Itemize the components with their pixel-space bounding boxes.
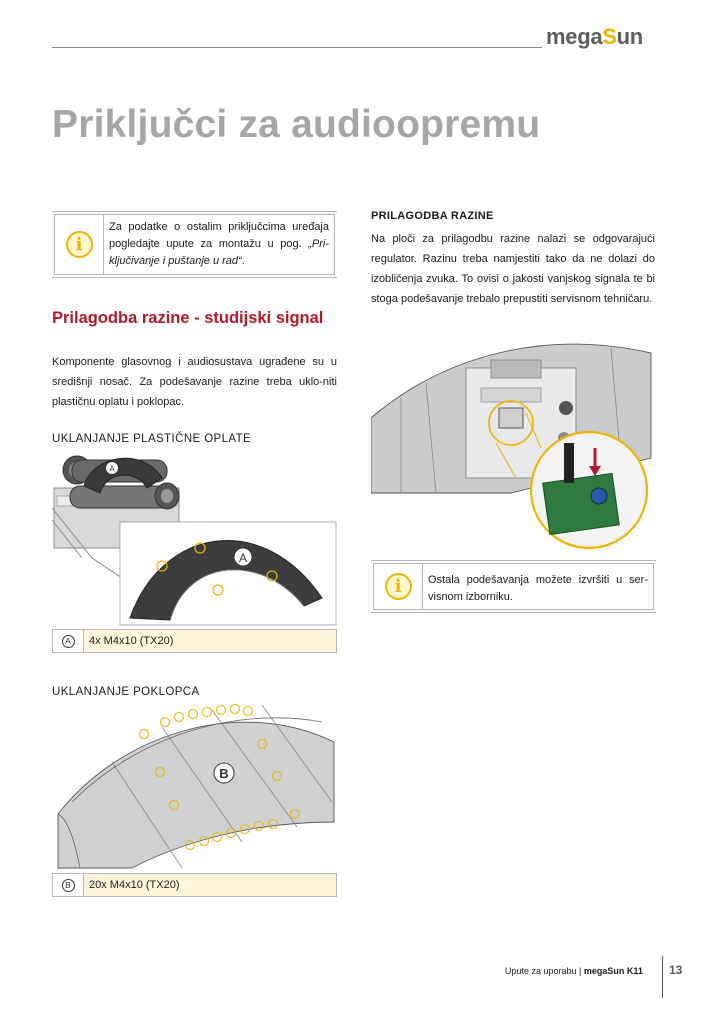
subhead-remove-cover-panel: UKLANJANJE PLASTIČNE OPLATE (52, 433, 252, 445)
figure-lid (52, 702, 338, 870)
footer-product: megaSun K11 (583, 966, 643, 976)
figure-plastic-cover (52, 448, 338, 626)
page-title: Priključci za audioopremu (52, 103, 541, 146)
legend-key-cell (53, 630, 84, 652)
header-rule (52, 47, 542, 48)
legend-screws-lid (52, 873, 337, 897)
info-note-right (371, 560, 656, 613)
figure-1-label: A (238, 551, 248, 565)
logo-text-mega: mega (546, 24, 603, 49)
info-note-left (52, 211, 337, 278)
logo-text-un: un (616, 24, 643, 49)
megasun-logo (546, 24, 643, 50)
note-reference: „Pri-ključivanje i puštanje u rad“ (109, 238, 329, 267)
info-icon: i (385, 573, 412, 600)
figure-2-label: B (219, 766, 229, 781)
legend-value-b: 20x M4x10 (TX20) (89, 879, 180, 891)
footer-rule (662, 956, 663, 998)
note-text: Za podatke o ostalim priključcima uređaja pogledajte upute za montažu u pog. (109, 221, 329, 250)
legend-key-b: B (62, 879, 75, 892)
legend-key-cell-b (53, 874, 84, 896)
right-heading: PRILAGODBA RAZINE (371, 210, 494, 222)
info-icon: i (66, 231, 93, 258)
section-body: Komponente glasovnog i audiosustava ugrađene su u središnji nosač. Za podešavanje razine treba uklo-niti plastičnu oplatu i poklopac. (52, 356, 337, 408)
svg-text:A: A (109, 464, 115, 474)
figure-level-board (371, 328, 659, 550)
note-suffix: . (241, 255, 245, 267)
legend-screws-cover (52, 629, 337, 653)
section-heading: Prilagodba razine - studijski signal (52, 309, 324, 327)
logo-text-s: S (602, 24, 617, 49)
page-number: 13 (669, 963, 683, 977)
info-icon-cell-right (374, 564, 423, 609)
subhead-remove-lid: UKLANJANJE POKLOPCA (52, 686, 200, 698)
legend-key-a: A (62, 635, 75, 648)
footer-label (505, 966, 643, 976)
info-note-right-text: Ostala podešavanja možete izvršiti u ser-visnom izborniku. (428, 574, 648, 603)
info-note-text (104, 215, 334, 274)
info-icon-cell (55, 215, 104, 274)
footer-doc-label: Upute za uporabu | (505, 966, 584, 976)
legend-value-a: 4x M4x10 (TX20) (89, 635, 174, 647)
right-body: Na ploči za prilagodbu razine nalazi se odgovarajući regulator. Razinu treba namjestiti tako da ne dolazi do izobličenja zvuka. To ovisi o jakosti vanjskog signala te bi stoga podešavanje trebalo prepustiti servisnom tehničaru. (371, 233, 655, 305)
